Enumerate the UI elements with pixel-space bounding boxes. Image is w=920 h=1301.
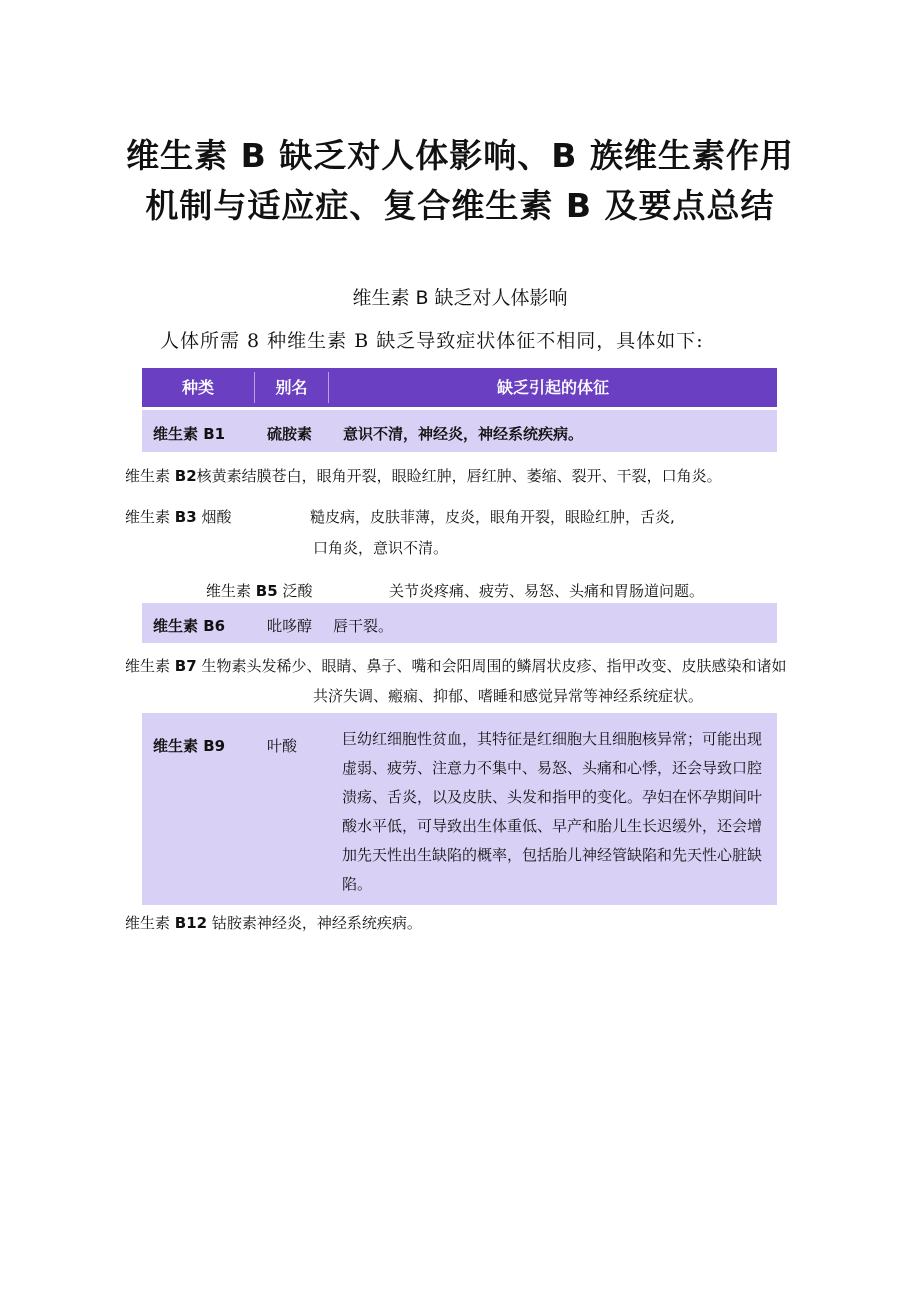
b3-kind-code: B3 [174,508,197,526]
b9-symptoms-line: 陷。 [342,875,373,893]
b6-kind: 维生素 B6 [153,617,226,635]
b9-symptoms-line: 酸水平低，可导致出生体重低、早产和胎儿生长迟缓外，还会增 [342,817,763,835]
table-row-b2 [125,465,722,486]
header-kind: 种类 [181,378,214,397]
b3-symptoms-line-1: 糙皮病，皮肤菲薄，皮炎，眼角开裂，眼睑红肿，舌炎, [310,508,675,526]
table-header [142,368,777,407]
b9-symptoms-line: 虚弱、疲劳、注意力不集中、易怒、头痛和心悸，还会导致口腔 [342,759,763,777]
b6-alias: 吡哆醇 [267,617,313,635]
table-row-b9 [142,713,777,905]
page-title-line-2: 机制与适应症、复合维生素 B 及要点总结 [145,186,775,225]
table-row-b6 [142,603,777,643]
b6-symptoms: 唇干裂。 [333,617,394,635]
b7-symptoms-line-1: 生物素头发稀少、眼睛、鼻子、嘴和会阳周围的鳞屑状皮疹、指甲改变、皮肤感染和诸如 [201,657,787,675]
b9-alias: 叶酸 [267,737,298,755]
b3-symptoms-line-2: 口角炎，意识不清。 [313,539,449,557]
b9-symptoms-line: 巨幼红细胞性贫血，其特征是红细胞大且细胞核异常；可能出现 [342,730,763,748]
b9-symptoms-line: 溃疡、舌炎，以及皮肤、头发和指甲的变化。孕妇在怀孕期间叶 [342,788,763,806]
b1-kind: 维生素 B1 [153,425,226,443]
b2-kind-prefix: 维生素 [125,467,175,485]
section-title: 维生素 B 缺乏对人体影响 [352,287,568,309]
b7-symptoms-line-2: 共济失调、瘢痫、抑郁、嗜睡和感觉异常等神经系统症状。 [313,687,704,705]
b7-line-1 [125,655,786,676]
table-row-b12 [125,912,422,933]
page-title-line-1: 维生素 B 缺乏对人体影响、B 族维生素作用 [126,136,794,175]
b5-kind-code: B5 [255,582,278,600]
header-alias: 别名 [275,378,308,397]
b12-kind-prefix: 维生素 [125,914,175,932]
b12-text: 钴胺素神经炎，神经系统疾病。 [211,914,422,932]
b7-kind-code: B7 [174,657,197,675]
b9-symptoms-line: 加先天性出生缺陷的概率，包括胎儿神经管缺陷和先天性心脏缺 [342,846,763,864]
b12-kind-code: B12 [174,914,208,932]
b3-kind-prefix: 维生素 [125,508,175,526]
b3-kind [125,506,231,527]
header-symptoms: 缺乏引起的体征 [496,378,609,397]
b7-kind-prefix: 维生素 [125,657,175,675]
b9-kind: 维生素 B9 [153,737,226,755]
intro-paragraph: 人体所需 8 种维生素 B 缺乏导致症状体征不相同，具体如下: [160,330,704,352]
b9-symptoms [342,725,762,899]
b2-text: 核黄素结膜苍白，眼角开裂，眼睑红肿，唇红肿、萎缩、裂开、干裂，口角炎。 [196,467,722,485]
b5-symptoms: 关节炎疼痛、疲劳、易怒、头痛和胃肠道问题。 [389,582,705,600]
b5-kind-prefix: 维生素 [206,582,256,600]
b1-alias: 硫胺素 [267,425,313,443]
b5-kind [206,580,312,601]
b1-symptoms: 意识不清，神经炎，神经系统疾病。 [343,425,584,443]
b2-kind-code: B2 [174,467,197,485]
b3-alias: 烟酸 [201,508,232,526]
table-row-b1 [142,410,777,452]
b5-alias: 泛酸 [282,582,313,600]
